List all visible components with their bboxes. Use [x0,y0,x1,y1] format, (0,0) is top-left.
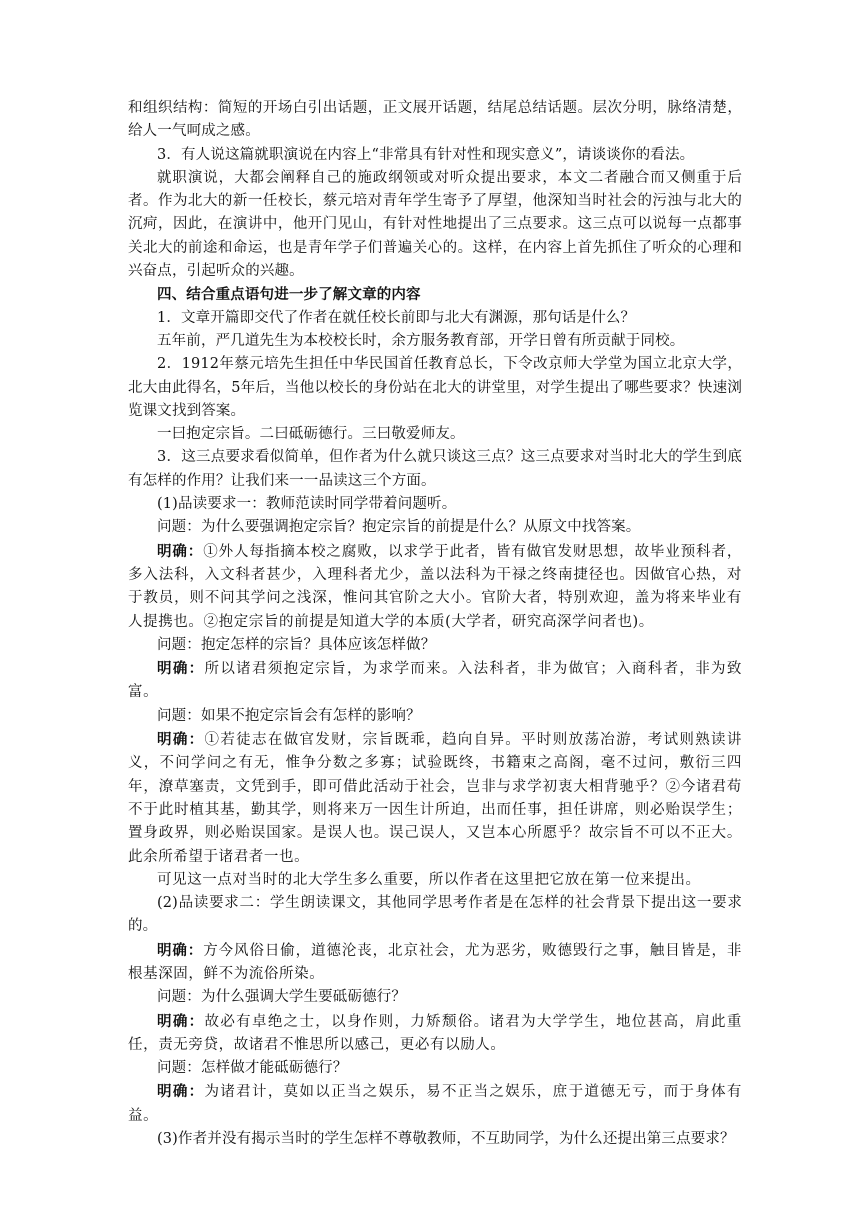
question-paragraph: 问题：抱定怎样的宗旨？具体应该怎样做？ [157,636,436,653]
clarification-text: 所以诸君须抱定宗旨，为求学而来。入法科者，非为做官；入商科者，非为致富。 [128,661,742,701]
paragraph: 和组织结构：简短的开场白引出话题，正文展开话题，结尾总结话题。层次分明，脉络清楚，给人一气呵成之感。 [128,100,742,140]
clarification-label: 明确： [157,660,205,678]
clarification-text: 为诸君计，莫如以正当之娱乐，易不正当之娱乐，庶于道德无亏，而于身体有益。 [128,1084,742,1124]
clarification-text: 故必有卓绝之士，以身作则，力矫颓俗。诸君为大学学生，地位甚高，肩此重任，责无旁贷，故诸君不惟思所以感己，更必有以励人。 [128,1013,742,1053]
clarification-paragraph [128,1080,742,1128]
question-2: 2．1912年蔡元培先生担任中华民国首任教育总长，下令改京师大学堂为国立北京大学，北大由此得名，5年后，当他以校长的身份站在北大的讲堂里，对学生提出了哪些要求？快速浏览课文找到答案。 [128,356,742,419]
section-heading: 四、结合重点语句进一步了解文章的内容 [157,286,421,304]
subsection-3: (3)作者并没有揭示当时的学生怎样不尊敬教师，不互助同学，为什么还提出第三点要求？ [157,1131,735,1148]
question-paragraph: 问题：为什么要强调抱定宗旨？抱定宗旨的前提是什么？从原文中找答案。 [157,519,641,536]
clarification-text: ①若徒志在做官发财，宗旨既乖，趋向自异。平时则放荡冶游，考试则熟读讲义，不问学问之有无，惟争分数之多寡；试验既终，书籍束之高阁，毫不过问，敷衍三四年，潦草塞责，文凭到手，即可借此活动于社会，岂非与求学初衷大相背驰乎？②今诸君苟不于此时植其基，勤其学，则将来万一因生计所迫，出而任事，担任讲席，则必贻误学生；置身政界，则必贻误国家。是误人也。误己误人，又岂本心所愿乎？故宗旨不可以不正大。此余所希望于诸君者一也。 [128,732,742,865]
clarification-label: 明确： [157,1083,205,1101]
answer-paragraph: 一曰抱定宗旨。二曰砥砺德行。三曰敬爱师友。 [157,426,465,443]
clarification-label: 明确： [157,731,205,749]
question-3: 3．有人说这篇就职演说在内容上“非常具有针对性和现实意义”，请谈谈你的看法。 [157,146,695,163]
question-paragraph: 问题：如果不抱定宗旨会有怎样的影响？ [157,707,421,724]
summary-paragraph: 可见这一点对当时的北大学生多么重要，所以作者在这里把它放在第一位来提出。 [157,871,701,888]
clarification-paragraph [128,657,742,705]
clarification-paragraph [128,1010,742,1058]
clarification-paragraph [128,939,742,987]
clarification-paragraph [128,540,742,634]
clarification-text: 方今风俗日偷，道德沦丧，北京社会，尤为恶劣，败德毁行之事，触目皆是，非根基深固，鲜不为流俗所染。 [128,942,742,982]
question-paragraph: 问题：怎样做才能砥砺德行？ [157,1060,348,1077]
clarification-text: ①外人每指摘本校之腐败，以求学于此者，皆有做官发财思想，故毕业预科者，多入法科，入文科者甚少，入理科者尤少，盖以法科为干禄之终南捷径也。因做官心热，对于教员，则不问其学问之浅深，惟问其官阶之大小。官阶大者，特别欢迎，盖为将来毕业有人提携也。②抱定宗旨的前提是知道大学的本质(大学者，研究高深学问者也)。 [128,543,742,630]
question-paragraph: 问题：为什么强调大学生要砥砺德行？ [157,989,407,1006]
clarification-label: 明确： [157,542,204,560]
question-1: 1．文章开篇即交代了作者在就任校长前即与北大有渊源，那句话是什么？ [157,309,636,326]
answer-paragraph: 五年前，严几道先生为本校校长时，余方服务教育部，开学日曾有所贡献于同校。 [157,332,685,349]
clarification-paragraph [128,728,742,869]
subsection-1: (1)品读要求一：教师范读时同学带着问题听。 [157,496,457,513]
question-3b: 3．这三点要求看似简单，但作者为什么就只谈这三点？这三点要求对当时北大的学生到底有怎样的作用？让我们来一一品读这三个方面。 [128,449,742,489]
clarification-label: 明确： [157,1012,205,1030]
subsection-2: (2)品读要求二：学生朗读课文，其他同学思考作者是在怎样的社会背景下提出这一要求的。 [128,895,742,935]
clarification-label: 明确： [157,941,204,959]
answer-paragraph: 就职演说，大都会阐释自己的施政纲领或对听众提出要求，本文二者融合而又侧重于后者。作为北大的新一任校长，蔡元培对青年学生寄予了厚望，他深知当时社会的污浊与北大的沉疴，因此，在演讲中，他开门见山，有针对性地提出了三点要求。这三点可以说每一点都事关北大的前途和命运，也是青年学子们普遍关心的。这样，在内容上首先抓住了听众的心理和兴奋点，引起听众的兴趣。 [128,169,742,280]
